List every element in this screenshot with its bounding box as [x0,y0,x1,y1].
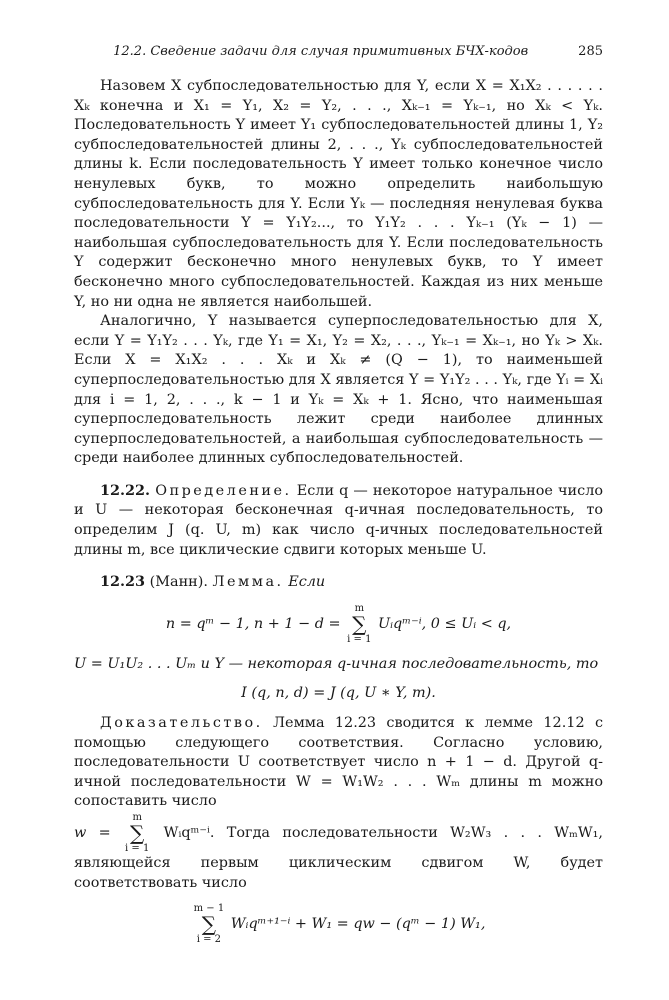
eq3-right: Wᵢqᵐ⁺¹⁻ⁱ + W₁ = qw − (qᵐ − 1) W₁, [230,916,486,933]
definition-label: Определение. [155,482,292,499]
equation-2: I (q, n, d) = J (q, U ∗ Y, m). [241,685,436,702]
equation-3 [74,903,603,945]
equation-1 [74,603,603,645]
page-number: 285 [578,44,603,59]
definition-number: 12.22. [100,481,151,499]
eq1-right: Uᵢqᵐ⁻ⁱ, 0 ≤ Uᵢ < q, [378,615,512,632]
proof-paragraph [74,714,603,812]
proof-label: Доказательство. [100,715,263,732]
lemma-author: (Манн). [149,574,208,591]
lemma-number: 12.23 [100,573,146,591]
lemma-label: Лемма. [212,574,284,591]
definition-text: Если q — некоторое натуральное число и U — некоторая бесконечная q-ичная последовательность, то определим J (q. U, m) как число q-ичных последовательностей длины m, все циклические сдвиги которых меньше U. [74,482,604,558]
proof-text-2: Wᵢqᵐ⁻ⁱ. Тогда последовательности W₂W₃ . . . WₘW₁, являющейся первым циклическим сдвигом W, будет соответствовать число [74,825,604,891]
sum-symbol: m − 1 ∑ i = 2 [193,903,225,946]
lemma-continuation: U = U₁U₂ . . . Uₘ и Y — некоторая q-ичная последовательность, то [74,655,599,672]
paragraph-supersequence: Аналогично, Y называется суперпоследовательностью для X, если Y = Y₁Y₂ . . . Yₖ, где Y₁ = X₁, Y₂ = X₂, . . ., Yₖ₋₁ = Xₖ₋₁, но Yₖ > Xₖ. Если X = X₁X₂ . . . Xₖ и Xₖ ≠ (Q − 1), то наименьшей суперпоследовательностью для X является Y = Y₁Y₂ . . . Yₖ, где Yᵢ = Xᵢ для i = 1, 2, . . ., k − 1 и Yₖ = Xₖ + 1. Ясно, что наименьшая суперпоследовательность лежит среди наиболее длинных суперпоследовательностей, а наибольшая субпоследовательность — среди наиболее длинных субпоследовательностей. [74,313,603,467]
proof-text: Лемма 12.23 сводится к лемме 12.12 с помощью следующего соответствия. Согласно условию, последовательности U соответствует число n + 1 − d. Другой q-ичной последовательности W = W₁W₂ . . . Wₘ длины m можно сопоставить число [74,715,604,810]
lemma-intro: Если [288,574,326,591]
sum-symbol: m ∑ i = 1 [347,602,372,645]
section-title: 12.2. Сведение задачи для случая примитивных БЧХ-кодов [113,44,529,59]
running-header [74,44,603,59]
eq1-left: n = qᵐ − 1, n + 1 − d = [165,615,341,632]
paragraph-subsequence: Назовем X субпоследовательностью для Y, если X = X₁X₂ . . . . . . Xₖ конечна и X₁ = Y₁, X₂ = Y₂, . . ., Xₖ₋₁ = Yₖ₋₁, но Xₖ < Yₖ. Последовательность Y имеет Y₁ субпоследовательностей длины 1, Y₂ субпоследовательностей длины 2, . . ., Yₖ субпоследовательностей длины k. Если последовательность Y имеет только конечное число ненулевых букв, то можно определить наибольшую субпоследовательность для Y. Если Yₖ — последняя ненулевая буква последовательности Y = Y₁Y₂..., то Y₁Y₂ . . . Yₖ₋₁ (Yₖ − 1) — наибольшая субпоследовательность для Y. Если последовательность Y содержит бесконечно много ненулевых букв, то Y имеет бесконечно много субпоследовательностей. Каждая из них меньше Y, но ни одна не является наибольшей. [74,78,603,310]
proof-paragraph-cont: w = m ∑ i = 1 Wᵢqᵐ⁻ⁱ. Тогда последовательности W₂W₃ . . . WₘW₁, являющейся первым циклическим сдвигом W, будет соответствовать число [74,812,604,891]
definition-12-22 [74,481,603,560]
sum-symbol: m ∑ i = 1 [125,812,150,854]
lemma-12-23 [74,572,603,593]
